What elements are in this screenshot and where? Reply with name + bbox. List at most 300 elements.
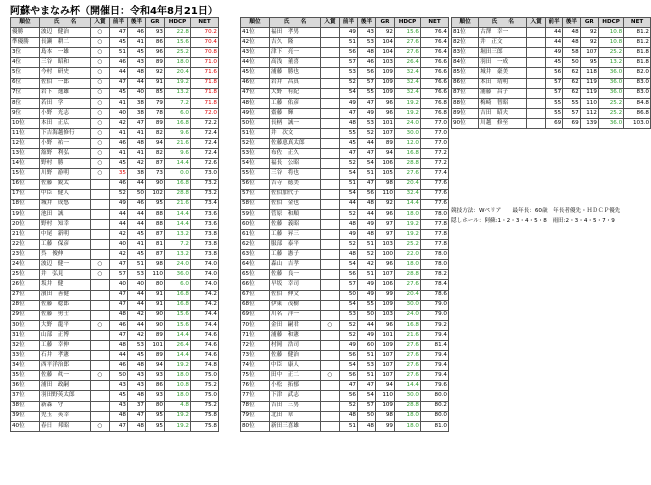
entry-mark-cell (91, 361, 110, 371)
handicap-cell: 14.4 (165, 159, 191, 169)
player-name-cell: 羽田 一成 (479, 58, 527, 68)
handicap-cell: 18.0 (165, 391, 191, 401)
gross-cell: 92 (376, 28, 395, 38)
front-score-cell: 42 (110, 229, 128, 239)
table-row (11, 320, 219, 330)
handicap-cell: 12.0 (395, 139, 421, 149)
rank-cell: 30位 (11, 320, 40, 330)
net-cell: 79.4 (421, 330, 449, 340)
player-name-cell: 大野 有紀 (270, 88, 321, 98)
entry-mark-cell: ○ (91, 421, 110, 431)
back-score-cell: 49 (358, 280, 376, 290)
player-name-cell: 古澤 幸一 (479, 28, 527, 38)
player-name-cell: 森山 吉孝 (270, 260, 321, 270)
rank-cell: 48位 (241, 98, 270, 108)
front-score-cell: 49 (545, 48, 562, 58)
table-row (11, 361, 219, 371)
handicap-cell: 16.8 (165, 118, 191, 128)
front-score-cell: 48 (340, 118, 358, 128)
back-score-cell: 50 (128, 189, 146, 199)
player-name-cell: 浦藤 和憲 (270, 330, 321, 340)
column-header: 順位 (452, 18, 479, 28)
handicap-cell: 16.8 (165, 179, 191, 189)
net-cell: 75.0 (191, 371, 219, 381)
front-score-cell: 45 (110, 159, 128, 169)
column-header: NET (624, 18, 651, 28)
entry-mark-cell (321, 159, 340, 169)
handicap-cell: 32.4 (395, 88, 421, 98)
entry-mark-cell: ○ (91, 260, 110, 270)
front-score-cell: 57 (110, 270, 128, 280)
rank-cell: 64位 (241, 260, 270, 270)
gross-cell: 79 (146, 98, 165, 108)
table-row (241, 310, 449, 320)
gross-cell: 85 (146, 88, 165, 98)
gross-cell: 90 (146, 179, 165, 189)
table-row (241, 330, 449, 340)
gross-cell: 80 (146, 280, 165, 290)
front-score-cell: 52 (340, 78, 358, 88)
gross-cell: 100 (376, 250, 395, 260)
gross-cell: 94 (376, 149, 395, 159)
handicap-cell: 19.2 (165, 78, 191, 88)
front-score-cell: 55 (545, 108, 562, 118)
table-row (241, 179, 449, 189)
table-row (241, 280, 449, 290)
front-score-cell: 47 (340, 149, 358, 159)
handicap-cell: 14.4 (395, 199, 421, 209)
gross-cell: 139 (580, 118, 598, 128)
entry-mark-cell: ○ (91, 149, 110, 159)
handicap-cell: 21.6 (395, 330, 421, 340)
net-cell: 81.2 (624, 38, 651, 48)
net-cell: 77.0 (421, 139, 449, 149)
front-score-cell: 53 (340, 310, 358, 320)
player-name-cell: 長瀬 耕二 (40, 38, 91, 48)
entry-mark-cell (321, 401, 340, 411)
player-name-cell: 下吉海越修行 (40, 129, 91, 139)
gross-cell: 109 (376, 78, 395, 88)
entry-mark-cell (321, 411, 340, 421)
entry-mark-cell: ○ (91, 28, 110, 38)
table-row (452, 38, 651, 48)
player-name-cell: 高浅 董喜 (270, 58, 321, 68)
front-score-cell: 56 (340, 371, 358, 381)
gross-cell: 103 (376, 240, 395, 250)
gross-cell: 110 (146, 270, 165, 280)
rank-cell: 13位 (11, 149, 40, 159)
net-cell: 81.8 (624, 48, 651, 58)
back-score-cell: 44 (128, 179, 146, 189)
player-name-cell: 浦藤 昌子 (479, 88, 527, 98)
net-cell: 74.0 (191, 270, 219, 280)
rank-cell: 17位 (11, 189, 40, 199)
entry-mark-cell (91, 310, 110, 320)
entry-mark-cell: ○ (91, 371, 110, 381)
back-score-cell: 44 (358, 209, 376, 219)
entry-mark-cell (527, 58, 545, 68)
net-cell: 71.8 (191, 88, 219, 98)
net-cell: 74.6 (191, 351, 219, 361)
rank-cell: 12位 (11, 139, 40, 149)
table-row (11, 209, 219, 219)
net-cell: 83.0 (624, 88, 651, 98)
net-cell: 103.0 (624, 118, 651, 128)
front-score-cell: 54 (340, 260, 358, 270)
handicap-cell: 18.0 (395, 421, 421, 431)
gross-cell: 95 (146, 199, 165, 209)
front-score-cell: 47 (110, 421, 128, 431)
entry-mark-cell (91, 229, 110, 239)
gross-cell: 109 (376, 88, 395, 98)
player-name-cell: 佐藤 良一 (270, 270, 321, 280)
rank-cell: 44位 (241, 58, 270, 68)
entry-mark-cell (527, 118, 545, 128)
net-cell: 76.8 (421, 98, 449, 108)
rank-cell: 49位 (241, 108, 270, 118)
net-cell: 81.2 (624, 28, 651, 38)
net-cell: 84.8 (624, 98, 651, 108)
back-score-cell: 47 (358, 149, 376, 159)
table-row (11, 108, 219, 118)
net-cell: 81.8 (624, 58, 651, 68)
back-score-cell: 48 (128, 139, 146, 149)
gross-cell: 98 (376, 411, 395, 421)
player-name-cell: 浦藤 勝也 (270, 68, 321, 78)
entry-mark-cell (321, 229, 340, 239)
handicap-cell: 25.2 (395, 240, 421, 250)
player-name-cell: 石井 孝憲 (40, 351, 91, 361)
rank-cell: 68位 (241, 300, 270, 310)
rank-cell: 58位 (241, 199, 270, 209)
table-row (241, 219, 449, 229)
front-score-cell: 49 (340, 229, 358, 239)
column-header: 入賞 (91, 18, 110, 28)
player-name-cell: 岩井 昌真 (270, 78, 321, 88)
entry-mark-cell (527, 68, 545, 78)
back-score-cell: 41 (128, 240, 146, 250)
table-row (241, 351, 449, 361)
entry-mark-cell (321, 240, 340, 250)
back-score-cell: 53 (358, 38, 376, 48)
handicap-cell: 28.8 (395, 401, 421, 411)
net-cell: 74.2 (191, 290, 219, 300)
entry-mark-cell (91, 341, 110, 351)
gross-cell: 105 (376, 169, 395, 179)
entry-mark-cell (321, 381, 340, 391)
back-score-cell: 45 (128, 250, 146, 260)
rank-cell: 5位 (11, 68, 40, 78)
back-score-cell: 52 (358, 250, 376, 260)
page-title: 阿蘇やまなみ杯（開催日：令和4年8月21日） (10, 6, 218, 17)
table-row (241, 240, 449, 250)
gross-cell: 82 (146, 129, 165, 139)
player-name-cell: 福長 公昭 (270, 159, 321, 169)
gross-cell: 92 (146, 68, 165, 78)
rank-cell: 85位 (452, 68, 479, 78)
handicap-cell: 19.2 (395, 98, 421, 108)
column-header: 氏 名 (40, 18, 91, 28)
player-name-cell: 山部 正博 (40, 330, 91, 340)
table-row (241, 421, 449, 431)
table-row (241, 209, 449, 219)
front-score-cell: 46 (110, 139, 128, 149)
rank-cell: 34位 (11, 361, 40, 371)
handicap-cell: 10.8 (598, 28, 623, 38)
rank-cell: 53位 (241, 149, 270, 159)
front-score-cell: 52 (340, 401, 358, 411)
handicap-cell: 15.6 (395, 28, 421, 38)
player-name-cell: 三谷 将也 (270, 169, 321, 179)
table-row (11, 219, 219, 229)
rank-cell: 71位 (241, 330, 270, 340)
rank-cell: 72位 (241, 341, 270, 351)
rank-cell: 61位 (241, 229, 270, 239)
gross-cell: 96 (376, 209, 395, 219)
rank-cell: 57位 (241, 189, 270, 199)
handicap-cell: 18.0 (165, 58, 191, 68)
handicap-cell: 30.0 (395, 300, 421, 310)
net-cell: 77.8 (421, 229, 449, 239)
player-name-cell: 吉久 隆 (270, 38, 321, 48)
back-score-cell: 43 (128, 381, 146, 391)
back-score-cell: 51 (358, 169, 376, 179)
net-cell: 80.2 (421, 401, 449, 411)
player-name-cell: 児玉 英幸 (40, 411, 91, 421)
back-score-cell: 43 (128, 58, 146, 68)
gross-cell: 89 (146, 58, 165, 68)
back-score-cell: 42 (128, 310, 146, 320)
net-cell: 71.8 (191, 98, 219, 108)
net-cell: 70.4 (191, 38, 219, 48)
table-row (241, 78, 449, 88)
table-row (241, 341, 449, 351)
gross-cell: 95 (146, 411, 165, 421)
front-score-cell: 49 (340, 28, 358, 38)
gross-cell: 96 (376, 108, 395, 118)
front-score-cell: 56 (340, 48, 358, 58)
table-row (11, 270, 219, 280)
front-score-cell: 52 (340, 330, 358, 340)
entry-mark-cell (321, 219, 340, 229)
table-row (241, 159, 449, 169)
entry-mark-cell (321, 118, 340, 128)
handicap-cell: 27.6 (395, 48, 421, 58)
back-score-cell: 38 (128, 98, 146, 108)
front-score-cell: 47 (340, 381, 358, 391)
rank-cell: 51位 (241, 129, 270, 139)
net-cell: 73.4 (191, 199, 219, 209)
handicap-cell: 27.6 (395, 341, 421, 351)
back-score-cell: 40 (128, 88, 146, 98)
front-score-cell: 47 (110, 300, 128, 310)
back-score-cell: 44 (128, 209, 146, 219)
back-score-cell: 57 (563, 108, 580, 118)
rank-cell: 32位 (11, 341, 40, 351)
entry-mark-cell (321, 58, 340, 68)
back-score-cell: 62 (563, 88, 580, 98)
handicap-cell: 26.4 (165, 341, 191, 351)
front-score-cell: 52 (340, 240, 358, 250)
back-score-cell: 51 (358, 351, 376, 361)
rank-cell: 28位 (11, 300, 40, 310)
entry-mark-cell (321, 139, 340, 149)
net-cell: 82.0 (624, 68, 651, 78)
handicap-cell: 27.6 (395, 38, 421, 48)
gross-cell: 89 (146, 351, 165, 361)
rank-cell: 75位 (241, 371, 270, 381)
net-cell: 79.4 (421, 351, 449, 361)
table-row (11, 179, 219, 189)
front-score-cell: 46 (110, 58, 128, 68)
column-header: 氏 名 (270, 18, 321, 28)
player-name-cell: 坂井 健 (40, 280, 91, 290)
front-score-cell: 47 (110, 330, 128, 340)
front-score-cell: 41 (110, 129, 128, 139)
gross-cell: 73 (146, 169, 165, 179)
entry-mark-cell (321, 250, 340, 260)
back-score-cell: 48 (128, 391, 146, 401)
back-score-cell: 54 (358, 391, 376, 401)
handicap-cell: 13.2 (165, 88, 191, 98)
table-row (452, 118, 651, 128)
gross-cell: 102 (146, 189, 165, 199)
net-cell: 80.0 (421, 391, 449, 401)
rank-cell: 45位 (241, 68, 270, 78)
table-row (241, 260, 449, 270)
handicap-cell: 32.4 (395, 189, 421, 199)
handicap-cell: 27.6 (395, 169, 421, 179)
player-name-cell: 池田 誠 (40, 209, 91, 219)
rank-cell: 59位 (241, 209, 270, 219)
entry-mark-cell: ○ (91, 98, 110, 108)
table-row (452, 58, 651, 68)
rank-cell: 76位 (241, 381, 270, 391)
gross-cell: 89 (376, 139, 395, 149)
back-score-cell: 44 (128, 290, 146, 300)
net-cell: 79.4 (421, 361, 449, 371)
rank-cell: 優勝 (11, 28, 40, 38)
net-cell: 70.8 (191, 48, 219, 58)
table-row (11, 189, 219, 199)
player-name-cell: 野村 知幸 (40, 219, 91, 229)
table-row (11, 250, 219, 260)
entry-mark-cell (321, 270, 340, 280)
net-cell: 77.6 (421, 179, 449, 189)
player-name-cell: 服部 泰平 (270, 240, 321, 250)
player-name-cell: 新森 守 (40, 401, 91, 411)
rank-cell: 50位 (241, 118, 270, 128)
gross-cell: 97 (376, 219, 395, 229)
gross-cell: 86 (146, 381, 165, 391)
player-name-cell: 波辺 健一 (40, 260, 91, 270)
gross-cell: 92 (580, 28, 598, 38)
player-name-cell: 本田 正広 (40, 118, 91, 128)
rank-cell: 31位 (11, 330, 40, 340)
net-cell: 72.6 (191, 159, 219, 169)
net-cell: 80.0 (421, 411, 449, 421)
gross-cell: 109 (376, 401, 395, 411)
handicap-cell: 19.2 (165, 411, 191, 421)
entry-mark-cell (91, 199, 110, 209)
gross-cell: 107 (376, 361, 395, 371)
table-row (241, 199, 449, 209)
back-score-cell: 42 (128, 330, 146, 340)
player-name-cell: 福田 孝男 (270, 28, 321, 38)
player-name-cell: 工藤 幸伸 (40, 341, 91, 351)
rank-cell: 18位 (11, 199, 40, 209)
table-row (11, 421, 219, 431)
gross-cell: 95 (580, 58, 598, 68)
front-score-cell: 45 (545, 58, 562, 68)
entry-mark-cell (527, 48, 545, 58)
rank-cell: 90位 (452, 118, 479, 128)
table-row (452, 88, 651, 98)
front-score-cell: 42 (110, 118, 128, 128)
front-score-cell: 54 (340, 169, 358, 179)
handicap-cell: 36.0 (165, 270, 191, 280)
column-header: 後半 (563, 18, 580, 28)
entry-mark-cell (91, 411, 110, 421)
table-row (11, 98, 219, 108)
gross-cell: 109 (376, 300, 395, 310)
column-header: HDCP (598, 18, 623, 28)
back-score-cell: 56 (358, 189, 376, 199)
gross-cell: 110 (580, 98, 598, 108)
net-cell: 77.0 (421, 118, 449, 128)
table-row (11, 341, 219, 351)
gross-cell: 95 (146, 421, 165, 431)
back-score-cell: 48 (128, 68, 146, 78)
front-score-cell: 45 (110, 38, 128, 48)
back-score-cell: 47 (358, 98, 376, 108)
player-name-cell: 呉 俊伸 (40, 250, 91, 260)
table-row (241, 139, 449, 149)
player-name-cell: 伊東 茂樹 (270, 300, 321, 310)
net-cell: 74.0 (191, 280, 219, 290)
entry-mark-cell (321, 361, 340, 371)
table-row (241, 149, 449, 159)
rank-cell: 33位 (11, 351, 40, 361)
handicap-cell: 7.2 (165, 240, 191, 250)
column-header: 後半 (128, 18, 146, 28)
handicap-cell: 28.8 (395, 270, 421, 280)
handicap-cell: 16.8 (165, 290, 191, 300)
handicap-cell: 15.6 (165, 320, 191, 330)
table-row (11, 310, 219, 320)
front-score-cell: 44 (545, 28, 562, 38)
gross-cell: 88 (146, 209, 165, 219)
table-row (11, 330, 219, 340)
handicap-cell: 36.0 (598, 68, 623, 78)
rank-cell: 70位 (241, 320, 270, 330)
front-score-cell: 47 (110, 78, 128, 88)
table-row (241, 108, 449, 118)
net-cell: 76.8 (421, 108, 449, 118)
player-name-cell: 長柄 誠一 (270, 118, 321, 128)
back-score-cell: 45 (128, 48, 146, 58)
player-name-cell: 春日 邦昭 (40, 421, 91, 431)
net-cell: 77.8 (421, 240, 449, 250)
entry-mark-cell (321, 280, 340, 290)
net-cell: 76.6 (421, 58, 449, 68)
net-cell: 83.0 (624, 78, 651, 88)
front-score-cell: 54 (340, 88, 358, 98)
back-score-cell: 53 (128, 341, 146, 351)
table-row (241, 98, 449, 108)
column-header: 順位 (241, 18, 270, 28)
rank-cell: 38位 (11, 401, 40, 411)
